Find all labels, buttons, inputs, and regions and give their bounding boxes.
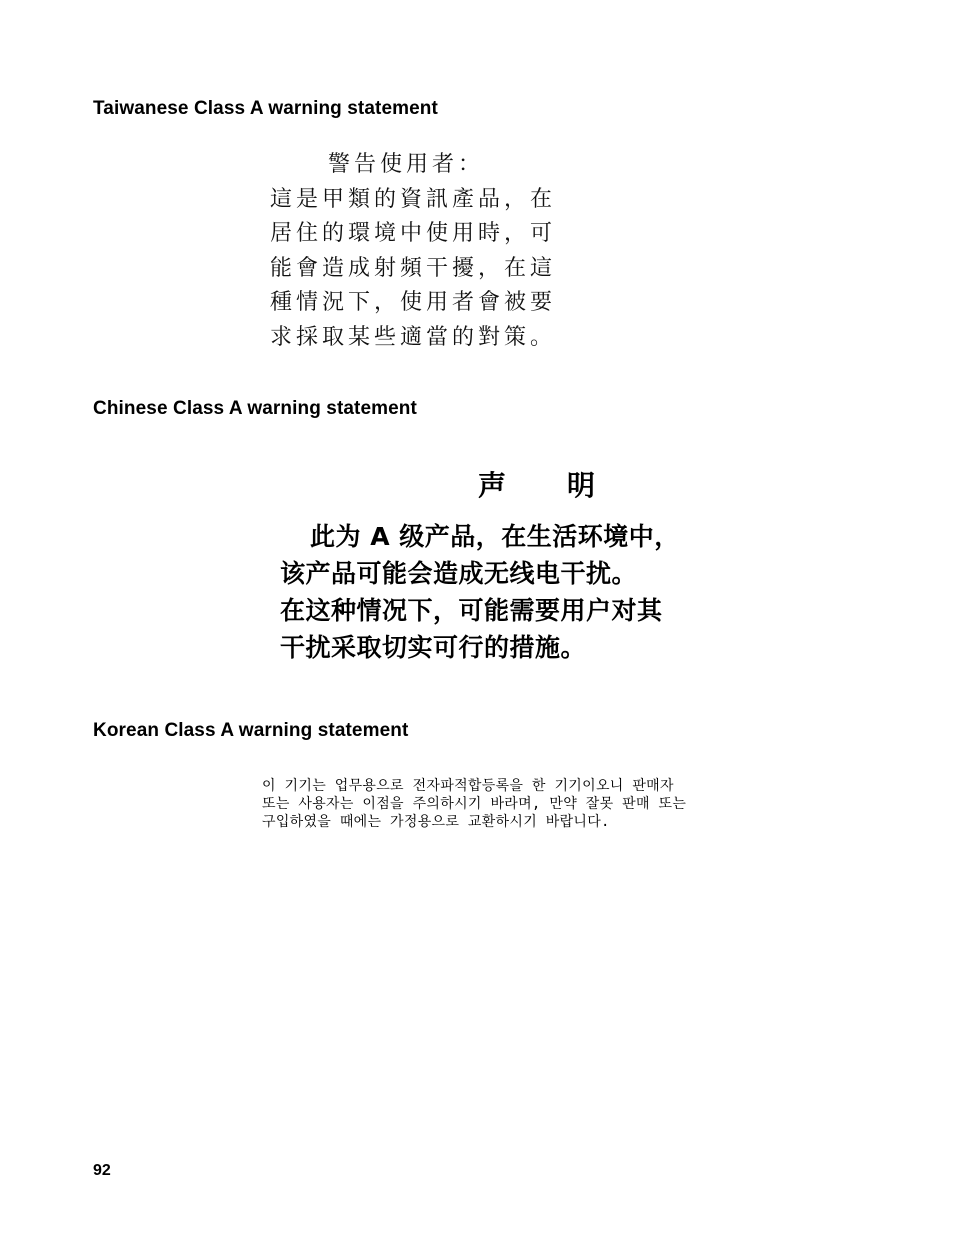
taiwanese-warning-line: 居住的環境中使用時，可 (270, 221, 557, 246)
chinese-warning-title (478, 466, 596, 506)
chinese-warning-line: 在这种情况下，可能需要用户对其 (280, 596, 663, 625)
taiwanese-warning-line: 這是甲類的資訊產品，在 (270, 186, 557, 212)
page-number: 92 (93, 1162, 111, 1179)
chinese-title-char-left: 声 (478, 469, 508, 502)
taiwanese-warning-line: 警告使用者： (328, 152, 485, 177)
chinese-warning-heading: Chinese Class A warning statement (93, 398, 417, 419)
taiwanese-warning-line: 求採取某些適當的對策。 (270, 324, 557, 350)
chinese-warning-line: 此为 A 级产品，在生活环境中， (310, 522, 680, 551)
chinese-title-char-right: 明 (567, 469, 597, 502)
taiwanese-warning-heading: Taiwanese Class A warning statement (93, 98, 438, 119)
korean-warning-heading: Korean Class A warning statement (93, 720, 409, 741)
korean-warning-line: 구입하였을 때에는 가정용으로 교환하시기 바랍니다. (262, 814, 610, 830)
chinese-warning-line: 该产品可能会造成无线电干扰。 (280, 559, 638, 588)
korean-warning-line: 또는 사용자는 이점을 주의하시기 바라며, 만약 잘못 판매 또는 (262, 796, 687, 812)
chinese-warning-line: 干扰采取切实可行的措施。 (280, 633, 587, 662)
taiwanese-warning-line: 種情況下，使用者會被要 (270, 290, 557, 315)
korean-warning-text (262, 777, 832, 831)
taiwanese-warning-line: 能會造成射頻干擾，在這 (270, 255, 557, 281)
taiwanese-warning-text (270, 148, 600, 355)
korean-warning-line: 이 기기는 업무용으로 전자파적합등록을 한 기기이오니 판매자 (262, 778, 674, 794)
